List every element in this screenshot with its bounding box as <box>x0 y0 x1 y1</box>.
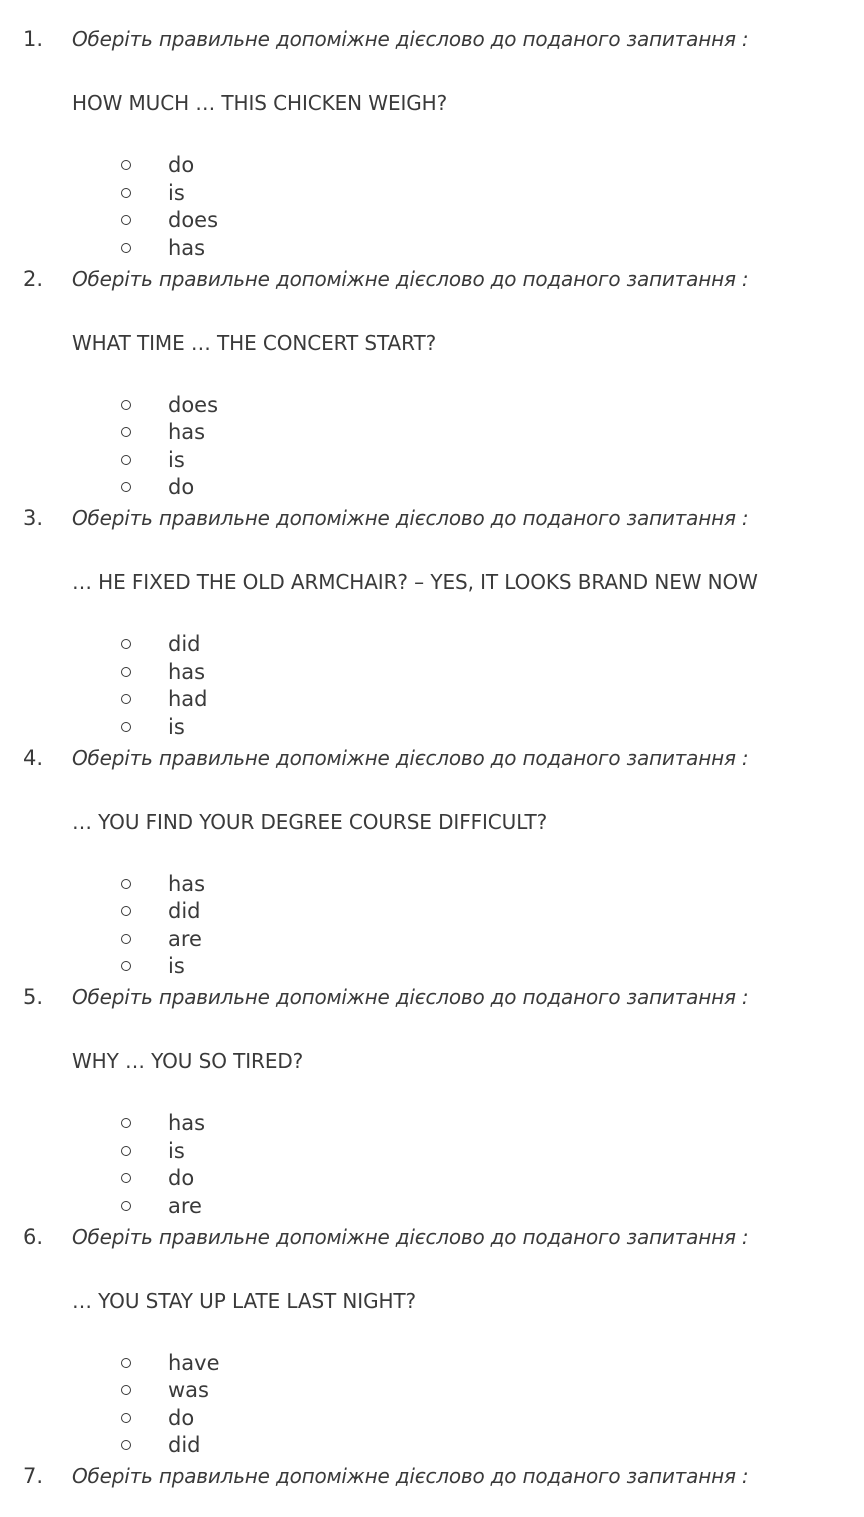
question-instruction: Оберіть правильне допоміжне дієслово до поданого запитання : <box>72 506 749 530</box>
radio-icon[interactable] <box>121 1385 131 1395</box>
option-item[interactable] <box>0 151 400 179</box>
option-item[interactable] <box>0 1164 400 1192</box>
option-label: has <box>168 235 206 260</box>
radio-icon[interactable] <box>121 160 131 170</box>
question-text: WHAT TIME … THE CONCERT START? <box>72 330 437 355</box>
option-label: has <box>168 871 206 896</box>
radio-icon[interactable] <box>121 455 131 465</box>
option-item[interactable] <box>0 206 400 234</box>
radio-icon[interactable] <box>121 243 131 253</box>
question-7 <box>0 1459 864 1499</box>
option-label: does <box>168 392 219 417</box>
radio-icon[interactable] <box>121 667 131 677</box>
option-item[interactable] <box>0 446 400 474</box>
radio-icon[interactable] <box>121 1440 131 1450</box>
question-instruction: Оберіть правильне допоміжне дієслово до поданого запитання : <box>72 985 749 1009</box>
question-header <box>0 262 864 296</box>
options-list <box>0 391 400 501</box>
radio-icon[interactable] <box>121 879 131 889</box>
option-label: did <box>168 1433 201 1457</box>
option-label: is <box>168 180 185 205</box>
radio-icon[interactable] <box>121 906 131 916</box>
question-instruction: Оберіть правильне допоміжне дієслово до поданого запитання : <box>72 1224 749 1249</box>
option-label: did <box>168 632 201 656</box>
option-item[interactable] <box>0 713 400 741</box>
question-header <box>0 1220 864 1254</box>
option-item[interactable] <box>0 1137 400 1165</box>
radio-icon[interactable] <box>121 427 131 437</box>
option-label: do <box>168 1405 195 1430</box>
question-6 <box>0 1220 864 1460</box>
option-item[interactable] <box>0 1192 400 1220</box>
question-number: 3. <box>23 506 44 530</box>
option-label: does <box>168 208 219 232</box>
options-list <box>0 151 400 261</box>
radio-icon[interactable] <box>121 961 131 971</box>
question-header <box>0 980 864 1014</box>
option-label: had <box>168 687 208 711</box>
question-instruction: Оберіть правильне допоміжне дієслово до поданого запитання : <box>72 1464 749 1488</box>
question-number: 1. <box>23 27 44 51</box>
option-label: do <box>168 1166 195 1190</box>
option-item[interactable] <box>0 1376 400 1404</box>
question-header <box>0 1459 864 1493</box>
option-item[interactable] <box>0 870 400 898</box>
question-instruction: Оберіть правильне допоміжне дієслово до поданого запитання : <box>72 745 749 770</box>
option-item[interactable] <box>0 234 400 262</box>
radio-icon[interactable] <box>121 1173 131 1183</box>
option-label: do <box>168 153 195 177</box>
question-number: 2. <box>23 266 44 291</box>
radio-icon[interactable] <box>121 400 131 410</box>
option-item[interactable] <box>0 1349 400 1377</box>
radio-icon[interactable] <box>121 1118 131 1128</box>
question-2 <box>0 262 864 502</box>
option-label: was <box>168 1378 209 1402</box>
option-label: has <box>168 659 206 684</box>
radio-icon[interactable] <box>121 934 131 944</box>
question-number: 7. <box>23 1464 44 1488</box>
option-item[interactable] <box>0 391 400 419</box>
option-item[interactable] <box>0 1431 400 1459</box>
question-1 <box>0 22 864 262</box>
radio-icon[interactable] <box>121 1146 131 1156</box>
question-header <box>0 22 864 56</box>
option-item[interactable] <box>0 418 400 446</box>
radio-icon[interactable] <box>121 215 131 225</box>
option-item[interactable] <box>0 952 400 980</box>
options-list <box>0 870 400 980</box>
radio-icon[interactable] <box>121 188 131 198</box>
question-text: … HE FIXED THE OLD ARMCHAIR? – YES, IT LOOKS BRAND NEW NOW <box>72 570 758 594</box>
radio-icon[interactable] <box>121 722 131 732</box>
question-5 <box>0 980 864 1220</box>
option-item[interactable] <box>0 1404 400 1432</box>
option-label: have <box>168 1350 220 1375</box>
option-item[interactable] <box>0 925 400 953</box>
question-instruction: Оберіть правильне допоміжне дієслово до поданого запитання : <box>72 266 749 291</box>
option-label: is <box>168 447 185 472</box>
option-item[interactable] <box>0 473 400 501</box>
question-header <box>0 741 864 775</box>
options-list <box>0 1109 400 1219</box>
options-list <box>0 630 400 740</box>
question-4 <box>0 741 864 981</box>
radio-icon[interactable] <box>121 482 131 492</box>
option-label: are <box>168 1193 202 1218</box>
question-instruction: Оберіть правильне допоміжне дієслово до поданого запитання : <box>72 27 749 51</box>
option-label: did <box>168 899 201 923</box>
question-number: 5. <box>23 985 44 1009</box>
option-item[interactable] <box>0 179 400 207</box>
question-text: WHY … YOU SO TIRED? <box>72 1049 304 1073</box>
option-item[interactable] <box>0 685 400 713</box>
option-item[interactable] <box>0 897 400 925</box>
question-3 <box>0 501 864 741</box>
options-list <box>0 1349 400 1459</box>
option-label: is <box>168 1138 185 1163</box>
option-label: is <box>168 714 185 739</box>
question-text: HOW MUCH … THIS CHICKEN WEIGH? <box>72 91 448 115</box>
option-item[interactable] <box>0 630 400 658</box>
option-label: has <box>168 420 206 444</box>
question-text: … YOU FIND YOUR DEGREE COURSE DIFFICULT? <box>72 809 548 834</box>
question-text: … YOU STAY UP LATE LAST NIGHT? <box>72 1288 417 1313</box>
option-label: do <box>168 475 195 499</box>
radio-icon[interactable] <box>121 1201 131 1211</box>
quiz <box>0 22 864 1499</box>
radio-icon[interactable] <box>121 1358 131 1368</box>
option-label: is <box>168 954 185 978</box>
option-item[interactable] <box>0 658 400 686</box>
question-number: 4. <box>23 745 44 770</box>
question-number: 6. <box>23 1224 44 1249</box>
option-item[interactable] <box>0 1109 400 1137</box>
option-label: are <box>168 926 202 951</box>
radio-icon[interactable] <box>121 639 131 649</box>
radio-icon[interactable] <box>121 1413 131 1423</box>
radio-icon[interactable] <box>121 694 131 704</box>
question-header <box>0 501 864 535</box>
option-label: has <box>168 1111 206 1135</box>
